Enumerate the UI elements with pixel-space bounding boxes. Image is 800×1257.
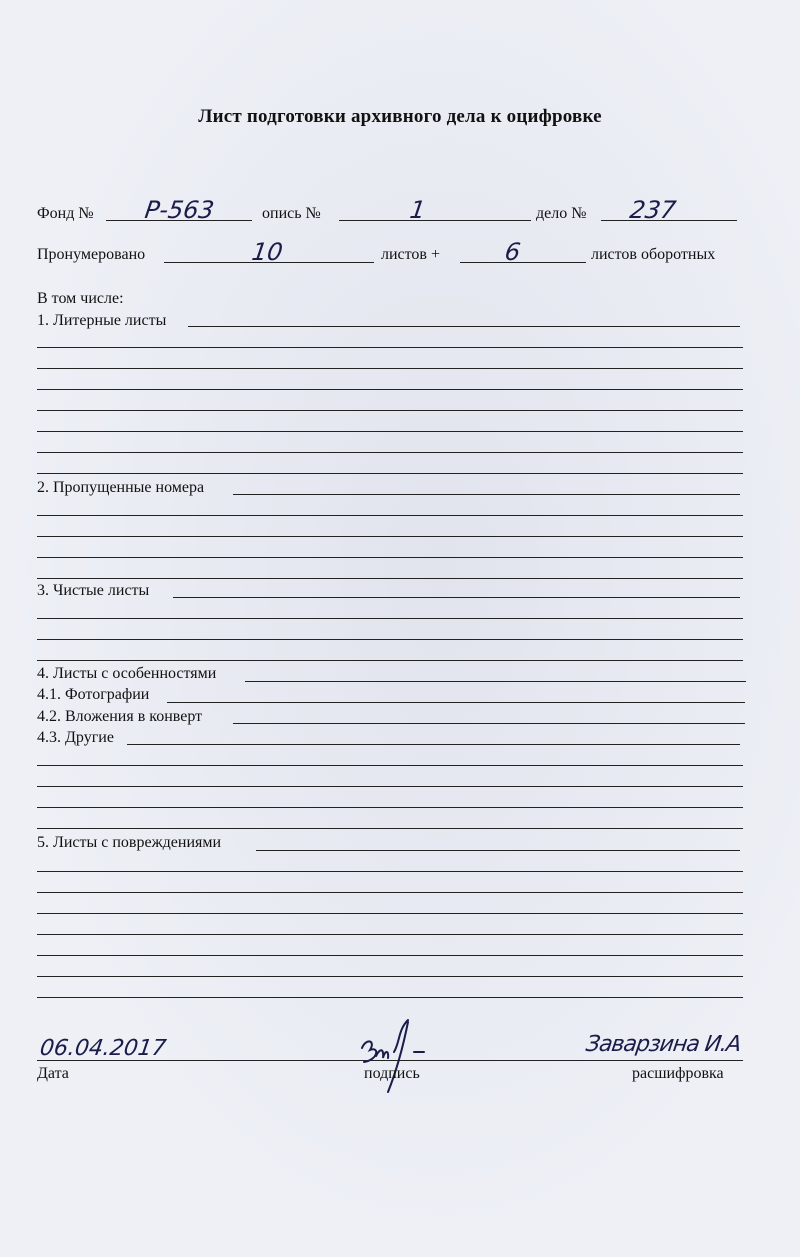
pronum-value: 10 [250, 238, 285, 266]
blank-line [37, 786, 743, 787]
blank-line [37, 347, 743, 348]
section-5-line [256, 850, 740, 851]
date-value: 06.04.2017 [38, 1036, 168, 1061]
section-4-line [245, 681, 746, 682]
oborot-value: 6 [503, 238, 523, 266]
blank-line [37, 997, 743, 998]
fond-label: Фонд № [37, 205, 94, 222]
blank-line [37, 515, 743, 516]
blank-line [37, 955, 743, 956]
section-2-line [233, 494, 740, 495]
section-4-3-label: 4.3. Другие [37, 729, 114, 746]
opis-value: 1 [408, 196, 428, 224]
blank-line [37, 368, 743, 369]
blank-line [37, 807, 743, 808]
blank-line [37, 871, 743, 872]
section-4-1-label: 4.1. Фотографии [37, 686, 150, 703]
section-3-line [173, 597, 740, 598]
blank-line [37, 828, 743, 829]
listov-plus-label: листов + [381, 246, 441, 263]
section-4-3-line [127, 744, 740, 745]
blank-line [37, 660, 743, 661]
blank-line [37, 639, 743, 640]
section-1-label: 1. Литерные листы [37, 312, 167, 329]
section-4-2-line [233, 723, 745, 724]
section-5-label: 5. Листы с повреждениями [37, 834, 222, 851]
blank-line [37, 410, 743, 411]
section-1-line [188, 326, 740, 327]
blank-line [37, 578, 743, 579]
blank-line [37, 536, 743, 537]
section-2-label: 2. Пропущенные номера [37, 479, 205, 496]
section-3-label: 3. Чистые листы [37, 582, 150, 599]
fond-value: Р-563 [143, 196, 216, 224]
opis-label: опись № [262, 205, 321, 222]
blank-line [37, 976, 743, 977]
blank-line [37, 473, 743, 474]
section-4-2-label: 4.2. Вложения в конверт [37, 708, 203, 725]
oborot-field-line [460, 262, 586, 263]
blank-line [37, 913, 743, 914]
blank-line [37, 452, 743, 453]
section-4-label: 4. Листы с особенностями [37, 665, 217, 682]
date-label: Дата [37, 1065, 69, 1082]
blank-line [37, 892, 743, 893]
decode-value: Заварзина И.А [584, 1032, 743, 1057]
v-tom-chisle-label: В том числе: [37, 290, 124, 307]
delo-value: 237 [628, 196, 678, 224]
blank-line [37, 765, 743, 766]
page-title: Лист подготовки архивного дела к оцифровке [198, 106, 602, 127]
blank-line [37, 557, 743, 558]
signature-mark [352, 1012, 432, 1102]
blank-line [37, 389, 743, 390]
decode-label: расшифровка [632, 1065, 724, 1082]
section-4-1-line [167, 702, 745, 703]
blank-line [37, 618, 743, 619]
opis-field-line [339, 220, 531, 221]
pronum-label: Пронумеровано [37, 246, 146, 263]
delo-label: дело № [536, 205, 587, 222]
blank-line [37, 431, 743, 432]
signature-label: подпись [364, 1065, 420, 1082]
blank-line [37, 934, 743, 935]
oborot-label: листов оборотных [591, 246, 716, 263]
